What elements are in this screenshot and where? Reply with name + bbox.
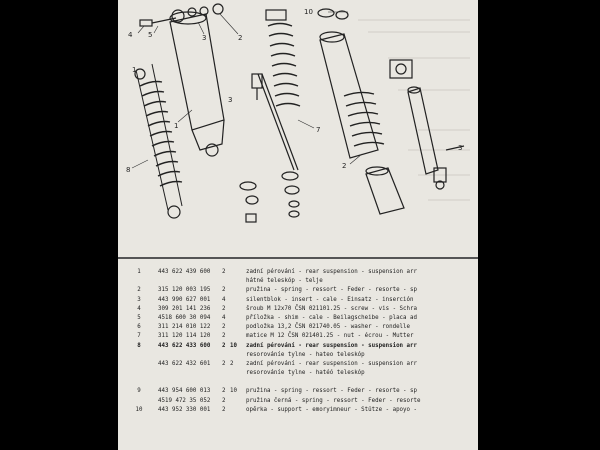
parts-row xyxy=(118,378,478,387)
parts-row xyxy=(118,332,478,341)
part-catalog-number: 309 201 141 236 xyxy=(158,305,211,312)
callout-label: 1 xyxy=(132,66,137,74)
parts-row xyxy=(118,296,478,305)
part-quantity: 2 xyxy=(222,397,226,404)
parts-row xyxy=(118,360,478,369)
part-description: opěrka - support - emoryimneur - Stütze - apoyo - xyxy=(246,406,418,413)
callout-label: 3 xyxy=(228,96,233,104)
part-position: 1 xyxy=(137,269,141,275)
part-position: 7 xyxy=(137,333,141,340)
part-position: 3 xyxy=(137,296,141,303)
part-quantity: 2 xyxy=(222,388,226,395)
part-quantity: 2 xyxy=(222,333,226,340)
parts-row xyxy=(118,369,478,378)
part-quantity: 2 xyxy=(222,406,226,413)
part-catalog-number: 443 954 600 013 xyxy=(158,388,211,395)
parts-row xyxy=(118,286,478,295)
part-description: pružina - spring - ressort - Feder - resorte - sp xyxy=(246,388,418,395)
callout-label: 3 xyxy=(458,144,463,152)
parts-row xyxy=(118,314,478,323)
parts-row xyxy=(118,342,478,351)
part-position: 2 xyxy=(137,287,141,294)
part-quantity-alt: 10 xyxy=(230,388,237,395)
part-description: zadní pérování - rear suspension - suspension arr xyxy=(246,269,418,275)
part-position: 4 xyxy=(137,305,141,312)
part-description: zadní pérování - rear suspension - suspension arr xyxy=(246,342,418,349)
callout-label: 2 xyxy=(342,162,347,170)
part-description: příložka - shim - cale - Beilagscheibe - placa ad xyxy=(246,314,418,321)
part-quantity: 4 xyxy=(222,296,226,303)
part-position: 10 xyxy=(135,406,143,413)
exploded-view-diagram xyxy=(118,0,478,255)
part-catalog-number: 443 622 432 601 xyxy=(158,360,211,367)
part-description: hátné teleskóp - telje xyxy=(246,278,323,285)
part-quantity: 2 xyxy=(222,287,226,294)
part-position: 6 xyxy=(137,324,141,331)
part-description: matice M 12 ČSN 021401.25 - nut - écrou - Mutter xyxy=(246,333,414,340)
part-catalog-number: 311 214 010 122 xyxy=(158,324,211,331)
part-description: pružina - spring - ressort - Feder - resorte - sp xyxy=(246,287,418,294)
part-quantity: 2 xyxy=(222,305,226,312)
part-description: šroub M 12x70 ČSN 021101.25 - screw - vis - Schra xyxy=(246,305,418,312)
part-catalog-number: 443 622 433 600 xyxy=(158,342,211,349)
part-position: 9 xyxy=(137,388,141,395)
callout-label: 2 xyxy=(238,34,243,42)
catalog-page xyxy=(118,0,478,450)
parts-row xyxy=(118,323,478,332)
part-position: 8 xyxy=(137,342,141,349)
part-catalog-number: 311 120 114 120 xyxy=(158,333,211,340)
parts-row xyxy=(118,387,478,396)
callout-label: 8 xyxy=(126,166,131,174)
parts-row xyxy=(118,397,478,406)
part-quantity-alt: 10 xyxy=(230,342,237,349)
part-description: resorováníe tylne - hatéó teleskóp xyxy=(246,370,365,377)
part-quantity: 2 xyxy=(222,342,226,349)
callout-label: 7 xyxy=(316,126,321,134)
callout-label: 1 xyxy=(174,122,179,130)
part-quantity: 2 xyxy=(222,360,226,367)
part-catalog-number: 443 622 439 600 xyxy=(158,269,211,275)
part-catalog-number: 4518 600 30 094 xyxy=(158,314,211,321)
callout-label: 5 xyxy=(148,31,153,39)
part-catalog-number: 4519 472 35 052 xyxy=(158,397,211,404)
part-quantity-alt: 2 xyxy=(230,360,234,367)
part-catalog-number: 443 952 330 001 xyxy=(158,406,211,413)
part-description: pružina černá - spring - ressort - Feder - resorte xyxy=(246,397,421,404)
callout-label: 4 xyxy=(128,31,133,39)
part-catalog-number: 443 990 627 001 xyxy=(158,296,211,303)
part-quantity: 2 xyxy=(222,324,226,331)
parts-row xyxy=(118,406,478,415)
part-position: 5 xyxy=(137,314,141,321)
parts-row xyxy=(118,277,478,286)
section-divider xyxy=(118,257,478,259)
part-description: podložka 13,2 ČSN 021740.05 - washer - rondelle xyxy=(246,324,411,331)
part-catalog-number: 315 120 003 195 xyxy=(158,287,211,294)
parts-list xyxy=(118,268,478,415)
part-quantity: 2 xyxy=(222,269,226,275)
part-description: silentblok - insert - cale - Einsatz - inserción xyxy=(246,296,414,303)
part-quantity: 4 xyxy=(222,314,226,321)
callout-label: 3 xyxy=(202,34,207,42)
part-description: resorováníe tylne - hateo teleskóp xyxy=(246,351,365,358)
callout-label: 10 xyxy=(304,8,313,16)
part-description: zadní pérování - rear suspension - suspension arr xyxy=(246,360,418,367)
parts-row xyxy=(118,305,478,314)
parts-row xyxy=(118,268,478,277)
parts-row xyxy=(118,351,478,360)
